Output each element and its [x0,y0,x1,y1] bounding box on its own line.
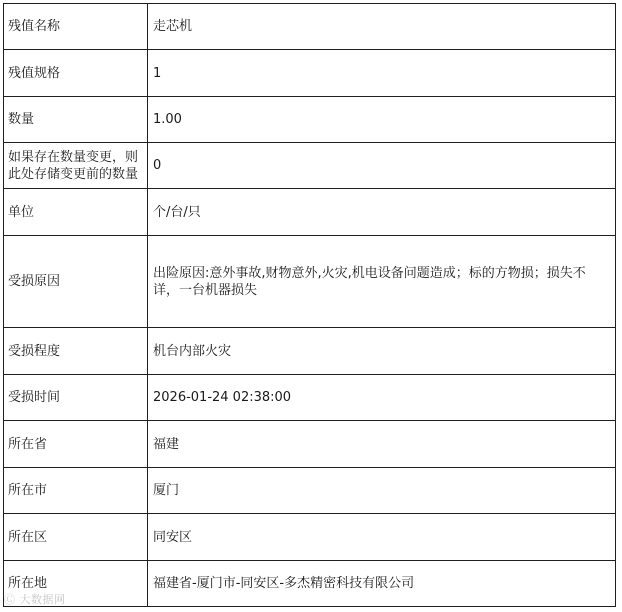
field-value: 福建省-厦门市-同安区-多杰精密科技有限公司 [148,561,616,607]
table-row [4,514,616,561]
field-value: 2026-01-24 02:38:00 [148,375,616,421]
table-row [4,468,616,514]
field-value: 走芯机 [148,4,616,50]
field-value: 机台内部火灾 [148,328,616,375]
field-label: 数量 [4,97,148,143]
table-row [4,328,616,375]
field-value: 厦门 [148,468,616,514]
field-label: 受损原因 [4,236,148,328]
field-label: 所在市 [4,468,148,514]
field-label: 所在区 [4,514,148,561]
field-value: 0 [148,143,616,189]
table-row [4,4,616,50]
field-label: 受损时间 [4,375,148,421]
field-label: 残值名称 [4,4,148,50]
field-label: 受损程度 [4,328,148,375]
field-value: 1.00 [148,97,616,143]
field-label: 残值规格 [4,50,148,97]
table-row [4,561,616,607]
field-label: 所在省 [4,421,148,468]
field-value: 出险原因:意外事故,财物意外,火灾,机电设备问题造成；标的方物损；损失不详，一台机器损失 [148,236,616,328]
field-value: 福建 [148,421,616,468]
table-row [4,50,616,97]
table-row [4,421,616,468]
table-row [4,143,616,189]
table-row [4,236,616,328]
table-row [4,97,616,143]
field-label: 如果存在数量变更，则此处存储变更前的数量 [4,143,148,189]
watermark: Ⓒ 大数据网 [4,593,66,606]
table-row [4,375,616,421]
field-value: 同安区 [148,514,616,561]
field-label: 所在地 [4,561,148,607]
field-label: 单位 [4,189,148,236]
residual-value-table [3,3,616,607]
table-row [4,189,616,236]
field-value: 个/台/只 [148,189,616,236]
field-value: 1 [148,50,616,97]
